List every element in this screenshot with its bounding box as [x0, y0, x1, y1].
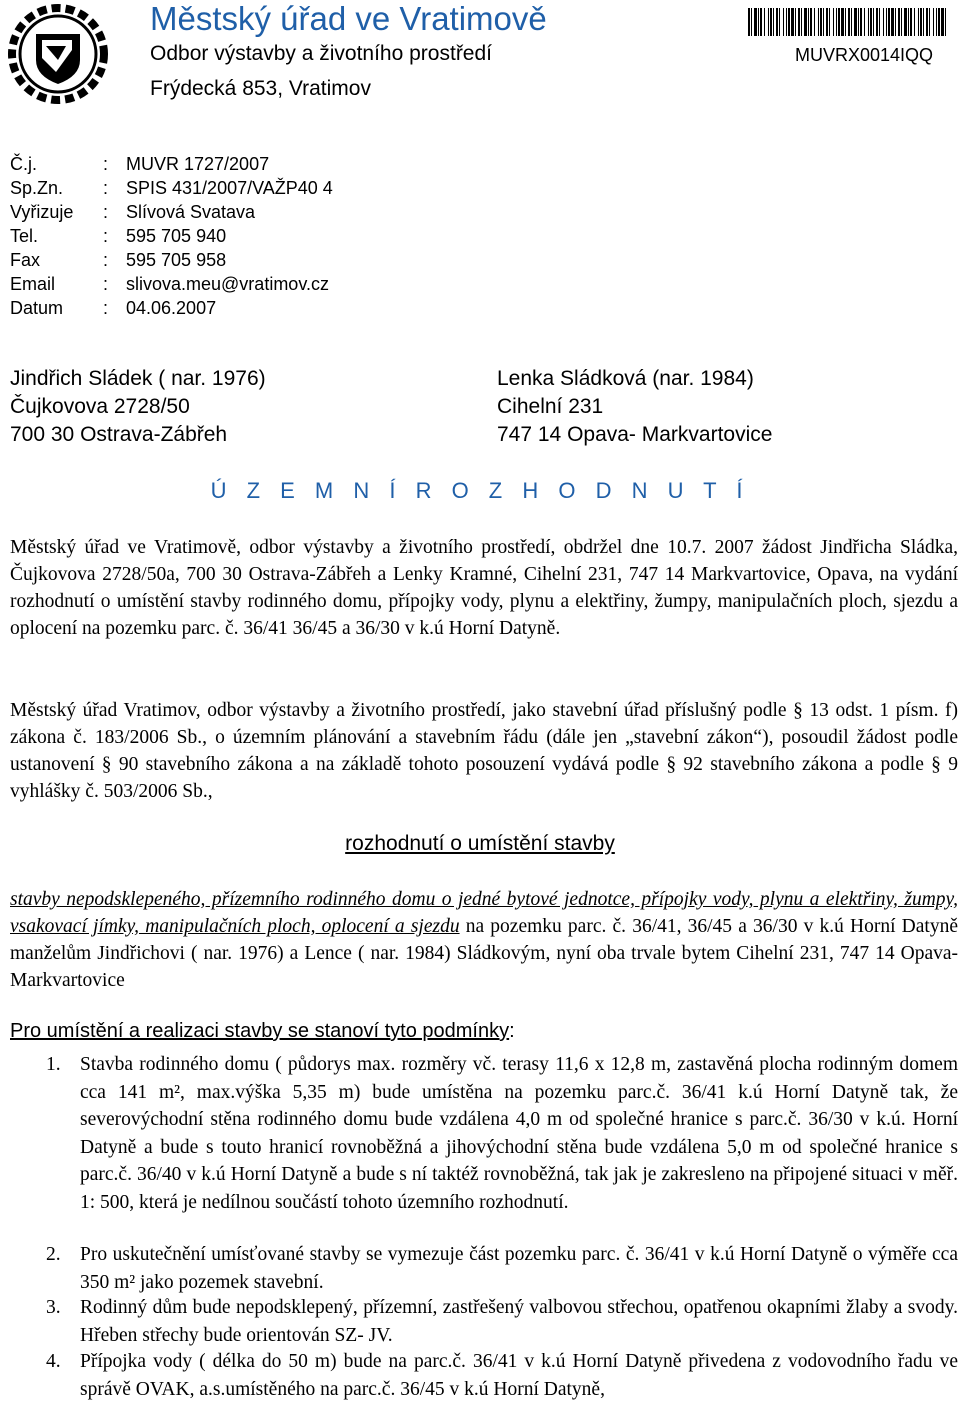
paragraph-legal-basis: Městský úřad Vratimov, odbor výstavby a životního prostředí, jako stavební úřad příslušný podle § 13 odst. 1 písm. f) zákona č. 183/2006 Sb., o územním plánování a stavebním řádu (dále jen „stavební zákon“), posoudil žádost podle ustanovení § 90 stavebního zákona a na základě tohoto posouzení vydává podle § 92 stavebního zákona a podle § 9 vyhlášky č. 503/2006 Sb., — [10, 700, 958, 802]
ref-label: Fax — [10, 250, 41, 270]
decision-italic: stavby nepodsklepeného, přízemního rodinného domu o jedné bytové jednotce, přípojky vody, plynu a elektřiny, žumpy, vsakovací jímky, manipulačních ploch, oplocení a sjezdu — [10, 889, 958, 937]
city-emblem-logo — [6, 2, 110, 106]
condition-number: 2. — [46, 1244, 61, 1265]
condition-text: Rodinný dům bude nepodsklepený, přízemní, zastřešený valbovou střechou, opatřenou okapními žlaby a svody. Hřeben střechy bude orientován SZ- JV. — [80, 1297, 958, 1346]
addressee-name: Jindřich Sládek ( nar. 1976) — [10, 367, 266, 390]
ref-colon: : — [103, 298, 109, 318]
ref-label: Č.j. — [10, 154, 37, 174]
decision-text — [10, 886, 958, 994]
document-id: MUVRX0014IQQ — [795, 45, 934, 65]
addressee-name: Lenka Sládková (nar. 1984) — [497, 367, 754, 390]
ref-value: 595 705 958 — [126, 250, 227, 270]
ref-colon: : — [103, 250, 109, 270]
condition-text: Pro uskutečnění umísťované stavby se vymezuje část pozemku parc. č. 36/41 v k.ú Horní Datyně o výměře cca 350 m² jako pozemek stavební. — [80, 1244, 958, 1293]
ref-value: 04.06.2007 — [126, 298, 217, 318]
ref-colon: : — [103, 226, 109, 246]
condition-text: Přípojka vody ( délka do 50 m) bude na parc.č. 36/41 v k.ú Horní Datyně přivedena z vodovodního řadu ve správě OVAK, a.s.umístěného na parc.č. 36/45 v k.ú Horní Datyně, — [80, 1351, 958, 1400]
barcode — [748, 8, 948, 36]
addressee-street: Cihelní 231 — [497, 395, 604, 418]
conditions-title-text: Pro umístění a realizaci stavby se stanoví tyto podmínky — [10, 1020, 510, 1042]
conditions-title — [10, 1020, 515, 1043]
condition-number: 3. — [46, 1297, 61, 1318]
decision-rest: na pozemku parc. č. 36/41, 36/45 a 36/30 v k.ú Horní Datyně manželům Jindřichovi ( nar. 1976) a Lence ( nar. 1984) Sládkovým, nyní oba trvale bytem Cihelní 231, 747 14 Opava-Markvartovice — [10, 916, 958, 991]
addressee-city: 700 30 Ostrava-Zábřeh — [10, 423, 228, 446]
ref-label: Sp.Zn. — [10, 178, 64, 198]
condition-number: 4. — [46, 1351, 61, 1372]
ref-label: Email — [10, 274, 56, 294]
ref-label: Tel. — [10, 226, 39, 246]
ref-value: 595 705 940 — [126, 226, 227, 246]
ref-value: SPIS 431/2007/VAŽP40 4 — [126, 178, 333, 198]
department-name: Odbor výstavby a životního prostředí — [150, 42, 492, 65]
condition-number: 1. — [46, 1054, 61, 1075]
ref-colon: : — [103, 202, 109, 222]
ref-value: MUVR 1727/2007 — [126, 154, 270, 174]
ref-label: Vyřizuje — [10, 202, 74, 222]
addressee-street: Čujkovova 2728/50 — [10, 395, 190, 418]
conditions-title-colon: : — [509, 1020, 515, 1042]
document-heading: Ú Z E M N Í R O Z H O D N U T Í — [210, 478, 750, 503]
office-address: Frýdecká 853, Vratimov — [150, 77, 371, 100]
addressee-city: 747 14 Opava- Markvartovice — [497, 423, 773, 446]
ref-colon: : — [103, 154, 109, 174]
office-title: Městský úřad ve Vratimově — [150, 0, 547, 37]
ref-value: slivova.meu@vratimov.cz — [126, 274, 329, 294]
decision-title-text: rozhodnutí o umístění stavby — [345, 832, 615, 855]
ref-colon: : — [103, 178, 109, 198]
condition-text: Stavba rodinného domu ( půdorys max. rozměry vč. terasy 11,6 x 12,8 m, zastavěná plocha rodinným domem cca 141 m², max.výška 5,35 m) bude umístěna na pozemku parc.č. 36/41 k.ú Horní Datyně tak, že severovýchodní stěna rodinného domu bude vzdálena 4,0 m od společné hranice s parc.č. 36/30 v k.ú. Horní Datyně a bude s touto hranicí rovnoběžná a jihovýchodní stěna bude vzdálena 5,0 m od společné hranice s parc.č. 36/40 v k.ú Horní Datyně a bude s ní taktéž rovnoběžná, tak jak je zakresleno na připojené situaci v měř. 1: 500, která je nedílnou součástí tohoto územního rozhodnutí. — [80, 1054, 958, 1213]
paragraph-application: Městský úřad ve Vratimově, odbor výstavby a životního prostředí, obdržel dne 10.7. 2007 žádost Jindřicha Sládka, Čujkovova 2728/50a, 700 30 Ostrava-Zábřeh a Lenky Kramné, Cihelní 231, 747 14 Markvartovice, Opava, na vydání rozhodnutí o umístění stavby rodinného domu, přípojky vody, plynu a elektřiny, žumpy, manipulačních ploch, sjezdu a oplocení na pozemku parc. č. 36/41 36/45 a 36/30 v k.ú Horní Datyně. — [10, 537, 958, 639]
ref-label: Datum — [10, 298, 64, 318]
ref-value: Slívová Svatava — [126, 202, 256, 222]
decision-title — [0, 832, 960, 856]
ref-colon: : — [103, 274, 109, 294]
